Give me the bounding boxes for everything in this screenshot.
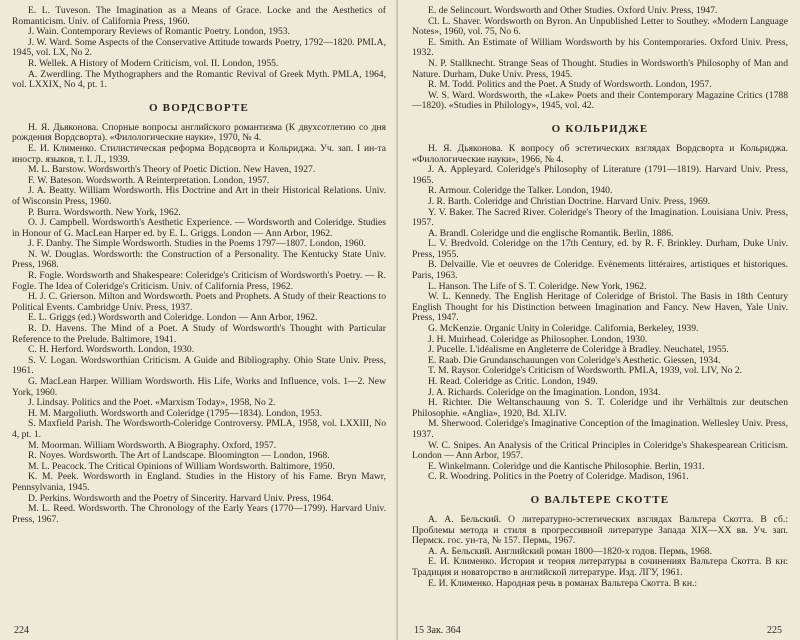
bib-entry: L. V. Bredvold. Coleridge on the 17th Century, ed. by R. F. Brinkley. Durham, Duke Univ. Press, 1955.: [412, 238, 788, 260]
bib-entry: Н. Я. Дьяконова. Спорные вопросы английского романтизма (К двухсотлетию со дня рождения Вордсворта). «Филологические науки», 1970, № 4.: [12, 121, 386, 144]
bib-entry: J. A. Beatty. William Wordsworth. His Doctrine and Art in their Historical Relations. Univ. of Wisconsin Press, 1960.: [12, 185, 386, 207]
bib-entry: T. M. Raysor. Coleridge's Criticism of Wordsworth. PMLA, 1939, vol. LIV, No 2.: [428, 365, 743, 377]
bib-entry: E. de Selincourt. Wordsworth and Other Studies. Oxford Univ. Press, 1947.: [428, 5, 718, 16]
bib-entry: S. V. Logan. Wordsworthian Criticism. A Guide and Bibliography. Ohio State Univ. Press, 1961.: [12, 354, 386, 377]
left-page: [0, 0, 398, 640]
bib-entry: G. McKenzie. Organic Unity in Coleridge. California, Berkeley, 1939.: [428, 323, 699, 335]
section-heading-coleridge: О КОЛЬРИДЖЕ: [551, 122, 649, 135]
bib-entry: H. Richter. Die Weltanschauung von S. T. Coleridge und ihr Verhältnis zur deutschen Philosophie. «Anglia», 1920, Bd. XLIV.: [412, 397, 788, 419]
bib-entry: C. R. Woodring. Politics in the Poetry of Coleridge. Madison, 1961.: [428, 471, 689, 483]
bib-entry: J. H. Muirhead. Coleridge as Philosopher. London, 1930.: [428, 333, 648, 345]
bib-entry: J. Lindsay. Politics and the Poet. «Marxism Today», 1958, No 2.: [28, 397, 276, 409]
right-entries-top: [412, 6, 788, 112]
bib-entry: Cl. L. Shaver. Wordsworth on Byron. An Unpublished Letter to Southey. «Modern Language Notes», 1960, vol. 75, No 6.: [412, 15, 788, 38]
bib-entry: W. C. Snipes. An Analysis of the Critical Principles in Coleridge's Shakespearean Criticism. London — Ann Arbor, 1957.: [412, 439, 788, 462]
section-heading-wordsworth: О ВОРДСВОРТЕ: [148, 101, 250, 114]
bib-entry: J. F. Danby. The Simple Wordsworth. Studies in the Poems 1797—1807. London, 1960.: [28, 238, 366, 250]
wordsworth-entries: [12, 123, 386, 526]
bib-entry: W. L. Kennedy. The English Heritage of Coleridge of Bristol. The Basis in 18th Century English Thought for his Distinction between Imagination and Fancy. New Haven, Yale Univ. Press, 1947.: [412, 291, 788, 324]
bib-entry: J. A. Appleyard. Coleridge's Philosophy of Literature (1791—1819). Harvard Univ. Press, 1965.: [412, 164, 788, 186]
page-number-right: 225: [767, 625, 782, 636]
bib-entry: J. Wain. Contemporary Reviews of Romantic Poetry. London, 1953.: [28, 26, 290, 38]
bib-entry: W. S. Ward. Wordsworth, the «Lake» Poets and their Contemporary Magazine Critics (1788—1820). «Studies in Philology», 1945, vol. 42.: [412, 89, 788, 112]
bib-entry: L. Hanson. The Life of S. T. Coleridge. New York, 1962.: [428, 280, 647, 292]
bib-entry: N. P. Stallknecht. Strange Seas of Thought. Studies in Wordsworth's Philosophy of Man and Nature. Durham, Duke Univ. Press, 1945.: [412, 57, 788, 80]
bib-entry: J. W. Ward. Some Aspects of the Conservative Attitude towards Poetry, 1792—1820. PMLA, 1945, vol. LX, No 2.: [12, 36, 386, 59]
bib-entry: D. Perkins. Wordsworth and the Poetry of Sincerity. Harvard Univ. Press, 1964.: [28, 492, 334, 504]
bib-entry: O. J. Campbell. Wordsworth's Aesthetic Experience. — Wordsworth and Coleridge. Studies in Honour of G. MacLean Harper ed. by E. L. Griggs. London — Ann Arbor, 1962.: [12, 217, 386, 239]
bib-entry: S. Maxfield Parish. The Wordsworth-Coleridge Controversy. PMLA, 1958, vol. LXXIII, No 4, pt. 1.: [12, 418, 386, 440]
bib-entry: M. Moorman. William Wordsworth. A Biography. Oxford, 1957.: [28, 439, 277, 451]
bib-entry: H. Read. Coleridge as Critic. London, 1949.: [428, 376, 598, 387]
bib-entry: J. R. Barth. Coleridge and Christian Doctrine. Harvard Univ. Press, 1969.: [428, 195, 711, 207]
bib-entry: Е. И. Клименко. Народная речь в романах Вальтера Скотта. В кн.:: [428, 577, 698, 589]
bib-entry: R. Fogle. Wordsworth and Shakespeare: Coleridge's Criticism of Wordsworth's Poetry. — R. Fogle. The Idea of Coleridge's Criticism. Univ. of California Press, 1962.: [12, 270, 386, 292]
bib-entry: A. Zwerdling. The Mythographers and the Romantic Revival of Greek Myth. PMLA, 1964, vol. LXXIX, No 4, pt. 1.: [12, 68, 386, 91]
bib-entry: J. A. Richards. Coleridge on the Imagination. London, 1934.: [428, 386, 661, 398]
scott-entries: [412, 515, 788, 589]
right-page: [398, 0, 800, 640]
bib-entry: R. Wellek. A History of Modern Criticism, vol. II. London, 1955.: [28, 57, 279, 69]
left-entries-top: [12, 6, 386, 91]
printer-signature: 15 Зак. 364: [414, 625, 461, 636]
bib-entry: J. Pucelle. L'idéalisme en Angleterre de Coleridge à Bradley. Neuchatel, 1955.: [428, 344, 729, 356]
bib-entry: M. L. Peacock. The Critical Opinions of William Wordsworth. Baltimore, 1950.: [28, 460, 335, 472]
bib-entry: R. Noyes. Wordsworth. The Art of Landscape. Bloomington — London, 1968.: [28, 450, 330, 462]
bib-entry: H. M. Margoliuth. Wordsworth and Coleridge (1795—1834). London, 1953.: [28, 407, 323, 419]
bib-entry: Y. V. Baker. The Sacred River. Coleridge's Theory of the Imagination. Louisiana Univ. Press, 1957.: [412, 206, 788, 229]
bib-entry: M. Sherwood. Coleridge's Imaginative Conception of the Imagination. Wellesley Univ. Press, 1937.: [412, 418, 788, 440]
bib-entry: B. Delvaille. Vie et oeuvres de Coleridge. Evènements littéraires, artistiques et historiques. Paris, 1963.: [412, 259, 788, 282]
bib-entry: G. MacLean Harper. William Wordsworth. His Life, Works and Influence, vols. 1—2. New York, 1960.: [12, 376, 386, 398]
page-number-left: 224: [14, 625, 29, 636]
bib-entry: E. Raab. Die Grundanschauungen von Coleridge's Aesthetic. Giessen, 1934.: [428, 354, 721, 366]
bib-entry: А. А. Бельский. О литературно-эстетических взглядах Вальтера Скотта. В сб.: Проблемы метода и стиля в прогрессивной литературе Запада XIX—XX вв. Уч. зап. Пермск. гос. ун-та, № 157. Пермь, 1967.: [412, 513, 788, 547]
bib-entry: K. M. Peek. Wordsworth in England. Studies in the History of his Fame. Bryn Mawr, Pennsylvania, 1945.: [12, 471, 386, 493]
bib-entry: E. Smith. An Estimate of William Wordsworth by his Contemporaries. Oxford Univ. Press, 1932.: [412, 36, 788, 59]
bib-entry: E. L. Tuveson. The Imagination as a Means of Grace. Locke and the Aesthetics of Romanticism. Univ. of California Press, 1960.: [12, 5, 386, 27]
bib-entry: E. L. Griggs (ed.) Wordsworth and Coleridge. London — Ann Arbor, 1962.: [28, 312, 318, 324]
section-heading-scott: О ВАЛЬТЕРЕ СКОТТЕ: [530, 493, 670, 506]
bib-entry: R. M. Todd. Politics and the Poet. A Study of Wordsworth. London, 1957.: [428, 79, 712, 91]
bib-entry: E. Winkelmann. Coleridge und die Kantische Philosophie. Berlin, 1931.: [428, 460, 705, 472]
bib-entry: Е. И. Клименко. Стилистическая реформа Вордсворта и Кольриджа. Уч. зап. I ин-та иностр. языков, т. I. Л., 1939.: [12, 142, 386, 165]
bib-entry: R. Armour. Coleridge the Talker. London, 1940.: [428, 185, 613, 197]
bib-entry: R. D. Havens. The Mind of a Poet. A Study of Wordsworth's Thought with Particular Reference to the Prelude. Baltimore, 1941.: [12, 323, 386, 345]
bib-entry: H. J. C. Grierson. Milton and Wordsworth. Poets and Prophets. A Study of their Reactions to Political Events. Cambridge Univ. Press, 1937.: [12, 291, 386, 313]
bib-entry: Н. Я. Дьяконова. К вопросу об эстетических взглядах Вордсворта и Кольриджа. «Филологические науки», 1966, № 4.: [412, 142, 788, 165]
bib-entry: M. L. Reed. Wordsworth. The Chronology of the Early Years (1770—1799). Harvard Univ. Press, 1967.: [12, 503, 386, 525]
coleridge-entries: [412, 144, 788, 483]
bib-entry: C. H. Herford. Wordsworth. London, 1930.: [28, 344, 195, 356]
bib-entry: N. W. Douglas. Wordsworth: the Construction of a Personality. The Kentucky State Univ. Press, 1968.: [12, 248, 386, 271]
bib-entry: Е. И. Клименко. История и теория литературы в сочинениях Вальтера Скотта. В кн: Традиция и новаторство в английской литературе. Изд. ЛГУ, 1961.: [412, 556, 788, 578]
bib-entry: А. А. Бельский. Английский роман 1800—1820-х годов. Пермь, 1968.: [428, 545, 712, 557]
bib-entry: M. L. Barstow. Wordsworth's Theory of Poetic Diction. New Haven, 1927.: [28, 164, 316, 176]
bib-entry: P. Burra. Wordsworth. New York, 1962.: [28, 206, 181, 218]
bib-entry: F. W. Bateson. Wordsworth. A Reinterpretation. London, 1957.: [28, 174, 270, 186]
bib-entry: A. Brandl. Coleridge und die englische Romantik. Berlin, 1886.: [428, 227, 674, 239]
